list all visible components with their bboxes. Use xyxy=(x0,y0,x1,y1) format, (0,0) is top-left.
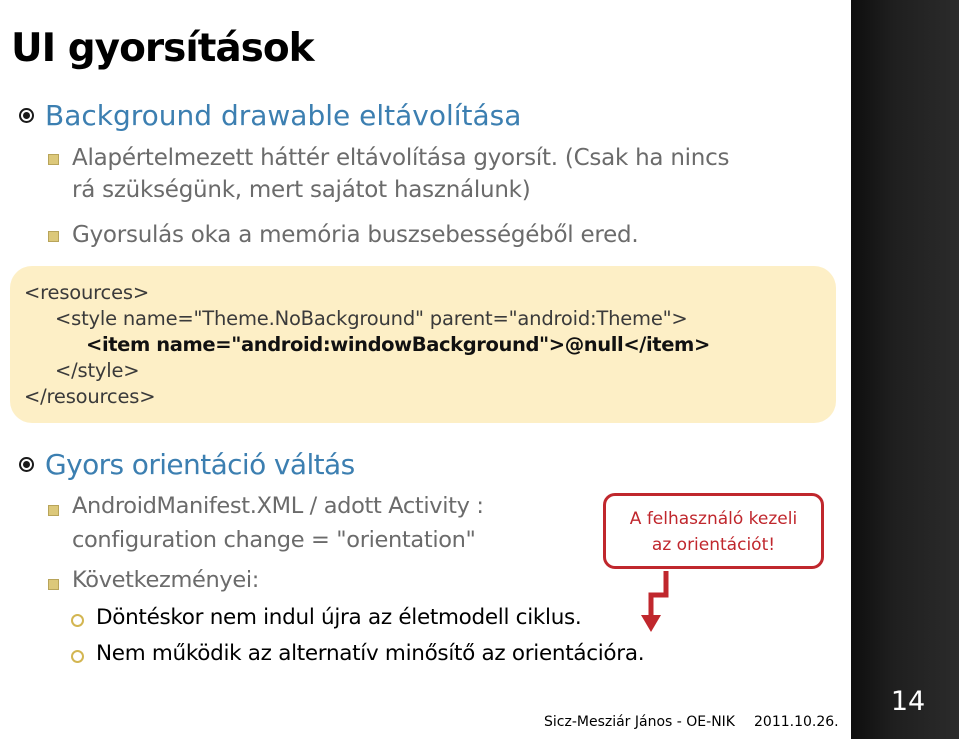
section-heading-text: Background drawable eltávolítása xyxy=(45,99,522,132)
bullet-text: Gyorsulás oka a memória buszsebességéből ered. xyxy=(72,222,639,248)
bullet-text: AndroidManifest.XML / adott Activity : xyxy=(72,493,484,519)
callout-arrow-icon xyxy=(630,569,670,637)
square-bullet-icon xyxy=(48,505,59,516)
code-line: <item name="android:windowBackground">@null</item> xyxy=(86,333,710,356)
target-bullet-icon xyxy=(19,457,34,472)
section-heading-orientation xyxy=(19,448,355,481)
right-sidebar-bar xyxy=(851,0,959,739)
section-heading-background xyxy=(19,99,521,132)
code-line: </resources> xyxy=(24,385,156,408)
ring-bullet-icon xyxy=(71,614,84,627)
target-bullet-icon xyxy=(19,108,34,123)
callout-line: az orientációt! xyxy=(651,535,776,555)
square-bullet-icon xyxy=(48,231,59,242)
footer-date: 2011.10.26. xyxy=(754,714,839,730)
bullet-text-continuation: configuration change = "orientation" xyxy=(72,527,476,553)
square-bullet-icon xyxy=(48,154,59,165)
code-line: </style> xyxy=(55,359,140,382)
bullet-text: Következményei: xyxy=(72,567,260,593)
page-number: 14 xyxy=(890,686,926,717)
code-line: <resources> xyxy=(24,281,149,304)
footer-author: Sicz-Mesziár János - OE-NIK xyxy=(544,714,735,730)
code-line: <style name="Theme.NoBackground" parent="android:Theme"> xyxy=(55,307,688,330)
bullet-text: Alapértelmezett háttér eltávolítása gyorsít. (Csak ha nincs xyxy=(72,145,730,171)
sub-bullet-text: Nem működik az alternatív minősítő az orientációra. xyxy=(96,641,645,666)
ring-bullet-icon xyxy=(71,650,84,663)
sub-bullet-text: Döntéskor nem indul újra az életmodell ciklus. xyxy=(96,605,582,630)
orientation-callout xyxy=(603,493,824,569)
callout-line: A felhasználó kezeli xyxy=(629,509,798,529)
square-bullet-icon xyxy=(48,579,59,590)
slide-title: UI gyorsítások xyxy=(11,26,314,71)
section-heading-text: Gyors orientáció váltás xyxy=(45,448,355,481)
bullet-text-continuation: rá szükségünk, mert sajátot használunk) xyxy=(72,177,531,203)
